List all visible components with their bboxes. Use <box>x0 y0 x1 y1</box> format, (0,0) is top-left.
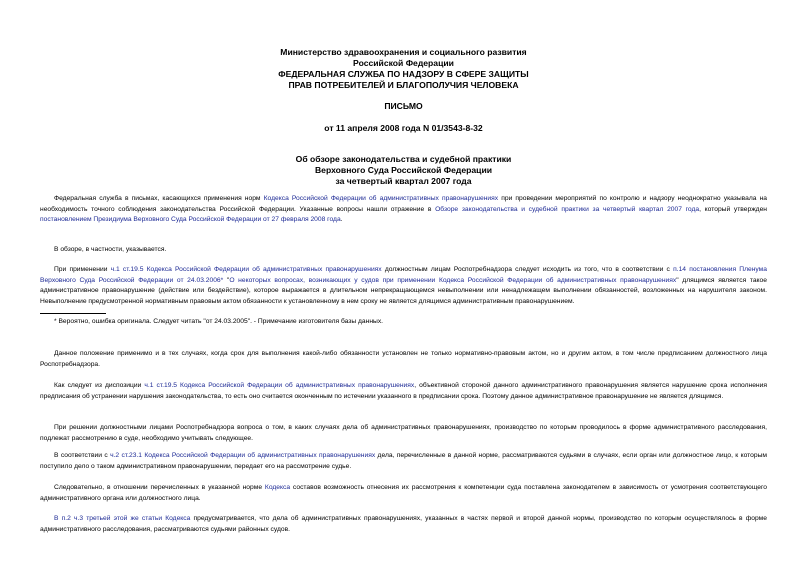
review-link[interactable]: Обзоре законодательства и судебной практики за четвертый квартал 2007 года <box>435 205 700 213</box>
part-3-article-link[interactable]: В п.2 ч.3 третьей этой же статьи Кодекса <box>54 515 191 522</box>
document-date: от 11 апреля 2008 года N 01/3543-8-32 <box>324 123 483 133</box>
subject-line-2: Верховного Суда Российской Федерации <box>314 165 493 175</box>
kodeks-link[interactable]: Кодекса <box>264 484 291 491</box>
p3-text-3: " <box>223 276 230 284</box>
p3-text-1: При применении <box>54 266 111 273</box>
plenum-resolution-link[interactable]: п.14 постановления Пленума Верховного Суда Российской Федерации от 24.03.2006* <box>40 266 768 284</box>
subject-line-3: за четвертый квартал 2007 года <box>335 176 472 186</box>
p2-text-1: В обзоре, в частности, указывается. <box>54 246 167 253</box>
document-type: ПИСЬМО <box>384 101 423 111</box>
article-23-1-link[interactable]: ч.2 ст.23.1 Кодекса Российской Федерации об административных правонарушениях <box>110 452 376 459</box>
p1-text-4: . <box>340 216 343 224</box>
presidium-resolution-link[interactable]: постановлением Президиума Верховного Суда Российской Федерации от 27 февраля 2008 года <box>40 216 341 224</box>
subject-line-1: Об обзоре законодательства и судебной практики <box>295 154 512 164</box>
p7-text-1: В соответствии с <box>54 452 111 459</box>
p1-text-1: Федеральная служба в письмах, касающихся применения норм <box>54 195 264 202</box>
service-line-1: ФЕДЕРАЛЬНАЯ СЛУЖБА ПО НАДЗОРУ В СФЕРЕ ЗАЩИТЫ <box>278 69 529 79</box>
p9-text-1: предусматривается, что дела об административных правонарушениях, указанных в частях первой и второй данной нормы, производство по которым осуществлялось в форме административного расследования, рассматриваются судьями районных судов. <box>40 515 767 533</box>
paragraph-2 <box>40 245 767 256</box>
paragraph-6 <box>40 423 767 444</box>
paragraph-8 <box>40 483 767 504</box>
paragraph-9 <box>40 514 767 535</box>
p3-text-4: " длящимся является такое административное правонарушение (действие или бездействие), которое выражается в длительном непрекращающемся невыполнении или ненадлежащем выполнении обязанностей, возложенных на нарушителя законом. Невыполнение предусмотренной нормативным правовым актом обязанности к установленному в нем сроку не является длящимся административным правонарушением. <box>40 276 768 306</box>
footnote <box>40 317 767 328</box>
p5-text-2: , объективной стороной данного административного правонарушения является нарушение срока исполнения предписания об устранении нарушения законодательства, то есть оно считается оконченным по истечении указанного в предписании срока. Поэтому данное административное правонарушение не является длящимся. <box>40 382 767 400</box>
paragraph-5 <box>40 381 767 402</box>
p3-text-2: должностным лицам Роспотребнадзора следует исходить из того, что в соответствии с <box>381 266 674 273</box>
p6-text-1: При решении должностными лицами Роспотребнадзора вопроса о том, в каких случаях дела об административных правонарушениях, производство по которым проводилось в форме административного расследования, подлежат рассмотрению в суде, необходимо учитывать следующее. <box>40 424 767 442</box>
ministry-line-2: Российской Федерации <box>353 58 454 68</box>
article-19-5-link-2[interactable]: ч.1 ст.19.5 Кодекса Российской Федерации об административных правонарушениях <box>144 382 415 389</box>
p4-text-1: Данное положение применимо и в тех случаях, когда срок для выполнения какой-либо обязанности установлен не только нормативно-правовым актом, но и другим актом, в том числе предписанием должностного лица Роспотребнадзора. <box>40 350 767 368</box>
paragraph-1 <box>40 194 767 226</box>
koap-link[interactable]: Кодекса Российской Федерации об административных правонарушениях <box>263 195 499 202</box>
ministry-line-1: Министерство здравоохранения и социального развития <box>280 47 527 57</box>
p1-text-2: при проведении мероприятий по контролю и надзору неоднократно указывала на необходимость точного соблюдения законодательства Российской Федерации. Указанные вопросы нашли отражение в <box>40 195 768 213</box>
p7-text-2: дела, перечисленные в данной норме, рассматриваются судьями в случаях, если орган или должностное лицо, к которым поступило дело о таком административном правонарушении, передает его на рассмотрение судье. <box>40 452 767 470</box>
plenum-title-link[interactable]: О некоторых вопросах, возникающих у судов при применении Кодекса Российской Федерации об административных правонарушениях <box>229 276 677 284</box>
p8-text-1: Следовательно, в отношении перечисленных в указанной норме <box>54 484 265 491</box>
footnote-text: * Вероятно, ошибка оригинала. Следует читать "от 24.03.2005". - Примечание изготовителя базы данных. <box>54 318 384 325</box>
paragraph-4 <box>40 349 767 370</box>
article-19-5-link[interactable]: ч.1 ст.19.5 Кодекса Российской Федерации об административных правонарушениях <box>110 266 382 273</box>
paragraph-3 <box>40 265 767 308</box>
footnote-divider <box>40 313 106 314</box>
service-line-2: ПРАВ ПОТРЕБИТЕЛЕЙ И БЛАГОПОЛУЧИЯ ЧЕЛОВЕКА <box>288 80 519 90</box>
p1-text-3: , который утвержден <box>699 205 768 213</box>
p8-text-2: составов возможность отнесения их рассмотрения к компетенции суда поставлена законодателем в зависимость от усмотрения соответствующего административного органа или должностного лица. <box>40 484 767 502</box>
p5-text-1: Как следует из диспозиции <box>54 382 145 389</box>
paragraph-7 <box>40 451 767 472</box>
